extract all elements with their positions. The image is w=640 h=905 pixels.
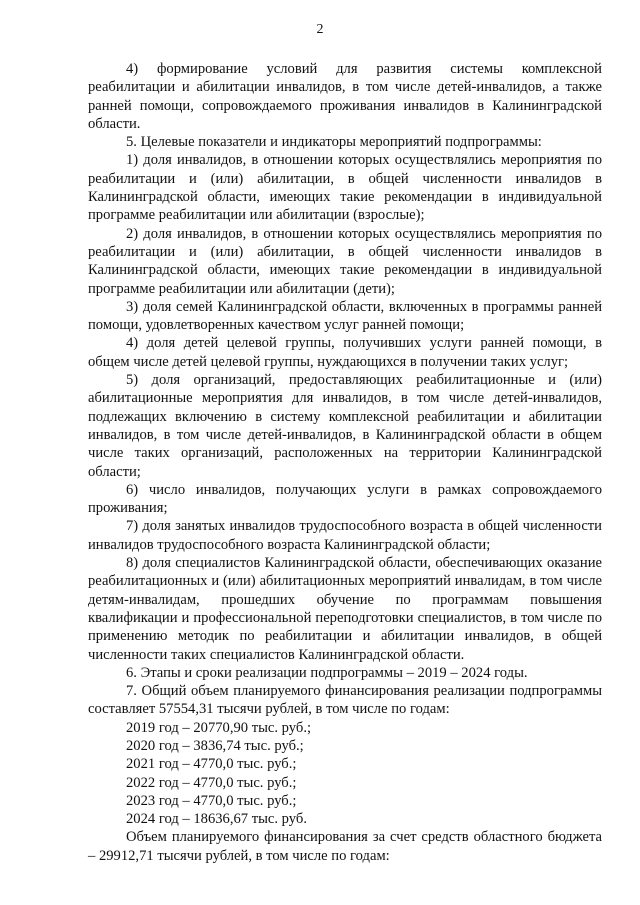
year-line-2019: 2019 год – 20770,90 тыс. руб.; [126,719,312,736]
paragraph-indicator-2: 2) доля инвалидов, в отношении которых осуществлялись мероприятия по реабилитации и (или) абилитации, в общей численности инвалидов в Калининградской области, имеющих такие рекомендации в индивидуальной программе реабилитации или абилитации (дети); [88,225,602,297]
paragraph-indicator-5: 5) доля организаций, предоставляющих реабилитационные и (или) абилитационные мероприятия для инвалидов, в том числе детей-инвалидов, подлежащих включению в систему комплексной реабилитации и абилитации инвалидов, в том числе детей-инвалидов, в Калининградской области в общем числе таких организаций, расположенных на территории Калининградской области; [88,372,602,480]
paragraph-indicator-6: 6) число инвалидов, получающих услуги в рамках сопровождаемого проживания; [88,481,602,517]
paragraph-indicator-3: 3) доля семей Калининградской области, включенных в программы ранней помощи, удовлетворенных качеством услуг ранней помощи; [88,298,602,334]
page-number: 2 [316,22,324,37]
paragraph-regional-budget: Объем планируемого финансирования за счет средств областного бюджета – 29912,71 тысячи рублей, в том числе по годам: [88,829,602,864]
year-line-2022: 2022 год – 4770,0 тыс. руб.; [126,774,297,791]
paragraph-goal-4: 4) формирование условий для развития системы комплексной реабилитации и абилитации инвалидов, в том числе детей-инвалидов, а также ранней помощи, сопровождаемого проживания инвалидов в Калининградской области. [88,61,602,132]
year-line-2020: 2020 год – 3836,74 тыс. руб.; [126,737,304,754]
year-line-2021: 2021 год – 4770,0 тыс. руб.; [126,756,297,773]
document-body [88,60,602,865]
paragraph-indicator-1: 1) доля инвалидов, в отношении которых осуществлялись мероприятия по реабилитации и (или) абилитации, в общей численности инвалидов в Калининградской области, имеющих такие рекомендации в индивидуальной программе реабилитации или абилитации (взрослые); [88,152,602,224]
year-line-2024: 2024 год – 18636,67 тыс. руб. [126,811,307,828]
paragraph-section-7: 7. Общий объем планируемого финансирования реализации подпрограммы составляет 57554,31 тысячи рублей, в том числе по годам: [88,683,602,718]
paragraph-section-5: 5. Целевые показатели и индикаторы мероприятий подпрограммы: [126,134,542,151]
paragraph-indicator-7: 7) доля занятых инвалидов трудоспособного возраста в общей численности инвалидов трудоспособного возраста Калининградской области; [88,518,602,553]
paragraph-indicator-4: 4) доля детей целевой группы, получивших услуги ранней помощи, в общем числе детей целевой группы, нуждающихся в получении таких услуг; [88,335,602,370]
paragraph-section-6: 6. Этапы и сроки реализации подпрограммы – 2019 – 2024 годы. [126,664,528,681]
paragraph-indicator-8: 8) доля специалистов Калининградской области, обеспечивающих оказание реабилитационных и (или) абилитационных мероприятий инвалидам, в том числе детям-инвалидам, прошедших обучение по программам повышения квалификации и профессиональной переподготовки специалистов, в том числе по применению методик по реабилитации и абилитации инвалидов, в общей численности таких специалистов Калининградской области. [88,555,602,663]
year-line-2023: 2023 год – 4770,0 тыс. руб.; [126,792,297,809]
